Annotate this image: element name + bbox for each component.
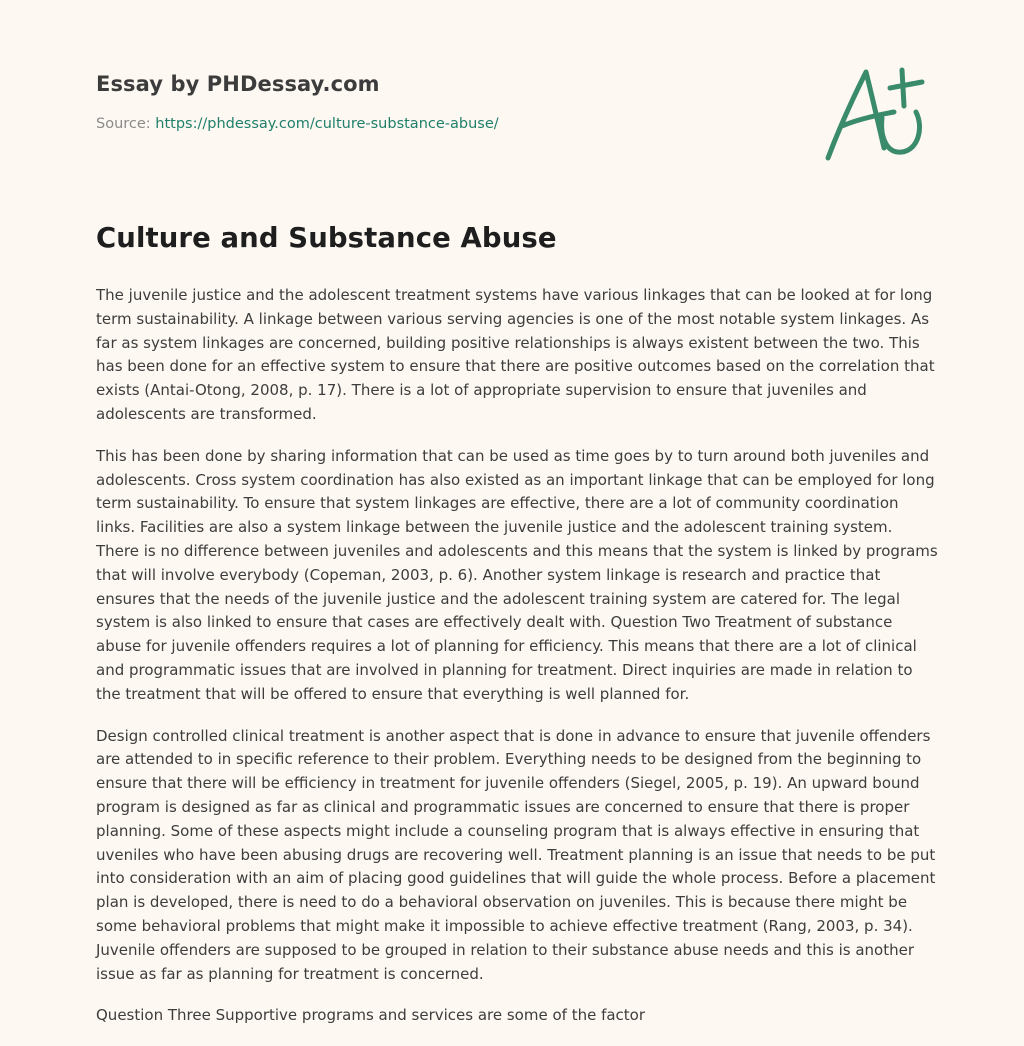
- article-title: Culture and Substance Abuse: [96, 222, 557, 254]
- article-paragraph: Design controlled clinical treatment is another aspect that is done in advance to ensure that juvenile offenders are attended to in specific reference to their problem. Everything needs to be designed from the beginning to ensure that there will be efficiency in treatment for juvenile offenders (Siegel, 2005, p. 19). An upward bound program is designed as far as clinical and programmatic issues are concerned to ensure that there is proper planning. Some of these aspects might include a counseling program that is always effective in ensuring that uveniles who have been abusing drugs are recovering well. Treatment planning is an issue that needs to be put into consideration with an aim of placing good guidelines that will guide the whole process. Before a placement plan is developed, there is need to do a behavioral observation on juveniles. This is because there might be some behavioral problems that might make it impossible to achieve effective treatment (Rang, 2003, p. 34). Juvenile offenders are supposed to be grouped in relation to their substance abuse needs and this is another issue as far as planning for treatment is concerned.: [96, 726, 936, 983]
- source-link[interactable]: https://phdessay.com/culture-substance-abuse/: [155, 116, 499, 132]
- article-paragraph: Question Three Supportive programs and services are some of the factor: [96, 1006, 646, 1025]
- source-line: [96, 116, 796, 132]
- source-label: Source:: [96, 116, 151, 132]
- article-paragraph: This has been done by sharing information that can be used as time goes by to turn around both juveniles and adolescents. Cross system coordination has also existed as an important linkage that can be employed for long term sustainability. To ensure that system linkages are effective, there are a lot of community coordination links. Facilities are also a system linkage between the juvenile justice and the adolescent training system. There is no difference between juveniles and adolescents and this means that the system is linked by programs that will involve everybody (Copeman, 2003, p. 6). Another system linkage is research and practice that ensures that the needs of the juvenile justice and the adolescent training system are catered for. The legal system is also linked to ensure that cases are effectively dealt with. Question Two Treatment of substance abuse for juvenile offenders requires a lot of planning for efficiency. This means that there are a lot of clinical and programmatic issues that are involved in planning for treatment. Direct inquiries are made in relation to the treatment that will be offered to ensure that everything is well planned for.: [96, 446, 938, 703]
- site-brand: Essay by PHDessay.com: [96, 72, 380, 96]
- page-header: [96, 72, 796, 132]
- article-body: [96, 284, 938, 1046]
- a-plus-grade-icon: [820, 62, 932, 170]
- article-paragraph: The juvenile justice and the adolescent treatment systems have various linkages that can be looked at for long term sustainability. A linkage between various serving agencies is one of the most notable system linkages. As far as system linkages are concerned, building positive relationships is always existent between the two. This has been done for an effective system to ensure that there are positive outcomes based on the correlation that exists (Antai-Otong, 2008, p. 17). There is a lot of appropriate supervision to ensure that juveniles and adolescents are transformed.: [96, 286, 935, 423]
